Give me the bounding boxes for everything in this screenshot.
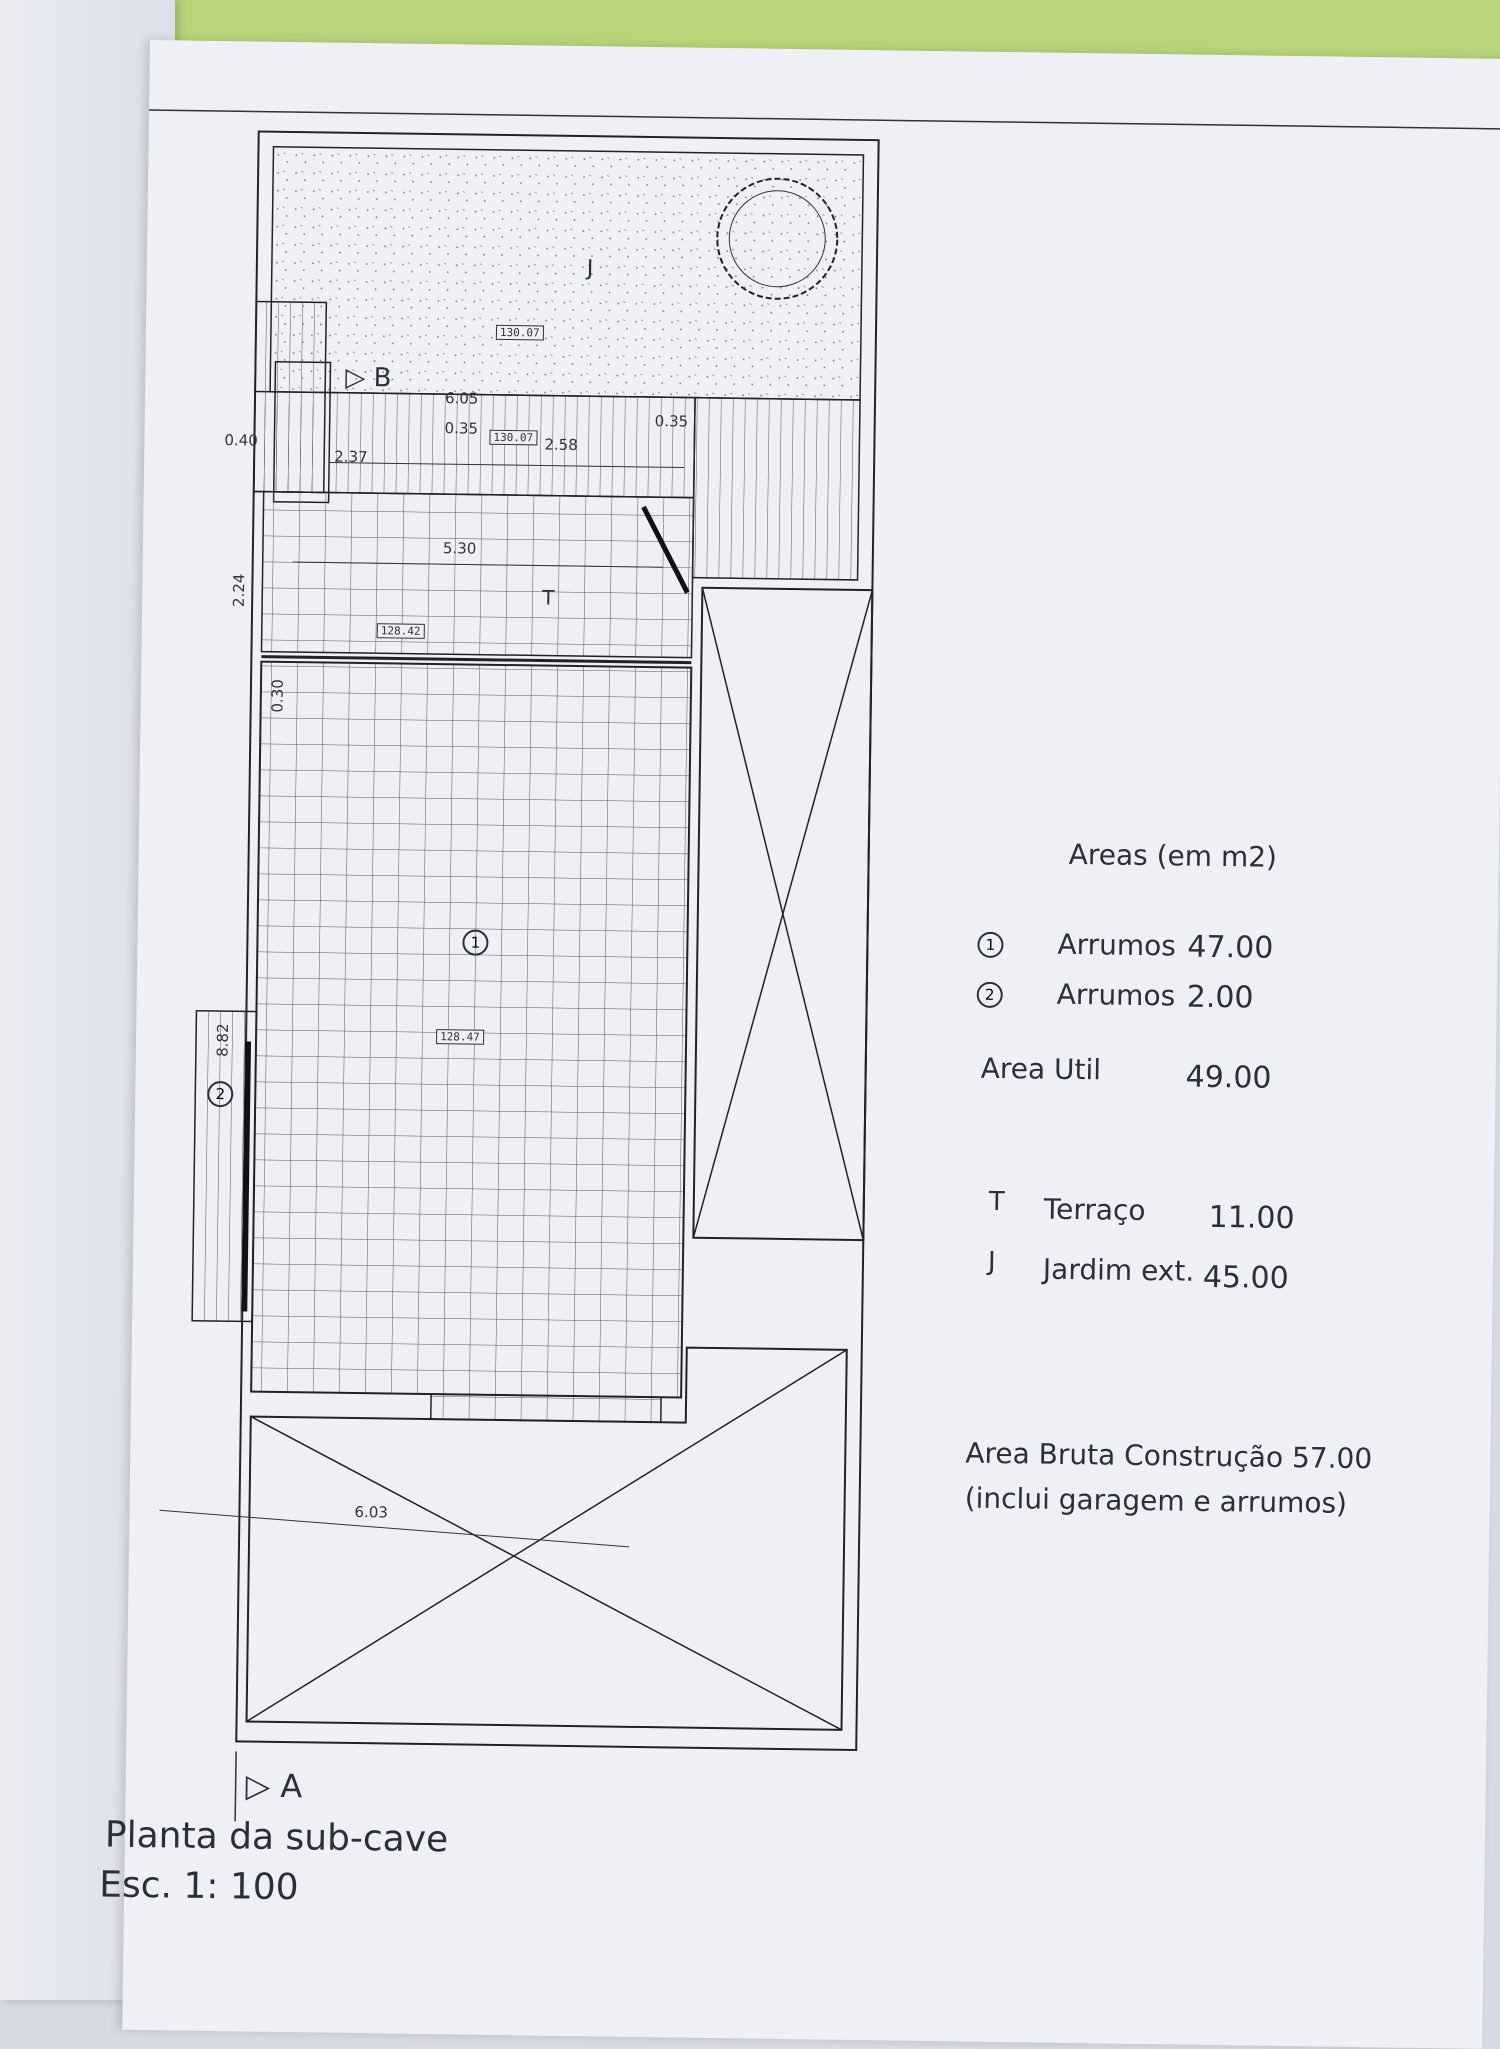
area-util-value: 49.00 (1185, 1059, 1272, 1096)
garden-legend-label: Jardim ext. (1042, 1252, 1195, 1288)
gross-area-line: Area Bruta Construção 57.00 (965, 1436, 1373, 1476)
legend-row-1-label: Arrumos (1057, 927, 1177, 963)
dim-2-37: 2.37 (334, 447, 368, 467)
section-a-marker: ▷ A (245, 1766, 303, 1806)
legend-room-2-icon: 2 (977, 982, 1003, 1008)
level-tag-terrace-strip: 130.07 (489, 430, 537, 446)
section-b-label: B (373, 363, 392, 394)
terrace-legend-label: Terraço (1043, 1192, 1146, 1228)
garden-label: J (586, 256, 594, 282)
room-1-marker: 1 (462, 929, 488, 955)
level-tag-terrace: 128.42 (377, 623, 425, 639)
dim-0-35-left: 0.35 (444, 419, 479, 438)
section-b-marker: ▷ B (345, 362, 392, 394)
legend-row-2-label: Arrumos (1056, 977, 1176, 1013)
dim-0-30: 0.30 (268, 679, 287, 713)
terrace-key: T (988, 1186, 1005, 1218)
garden-legend-value: 45.00 (1202, 1259, 1289, 1297)
plan-title: Planta da sub-cave (104, 1814, 449, 1861)
gross-area-note: (inclui garagem e arrumos) (964, 1481, 1348, 1520)
terrace-label: T (542, 585, 555, 610)
dim-2-24: 2.24 (229, 573, 249, 608)
level-tag-garden: 130.07 (496, 325, 544, 341)
dim-5-30: 5.30 (442, 539, 477, 558)
legend-title: Areas (em m2) (1068, 837, 1278, 874)
dim-6-05: 6.05 (444, 389, 479, 408)
room-2-marker: 2 (207, 1081, 233, 1107)
legend-room-1-icon: 1 (977, 932, 1003, 958)
dim-8-82: 8.82 (213, 1023, 232, 1057)
dim-2-58: 2.58 (544, 435, 578, 455)
section-a-label: A (280, 1766, 303, 1806)
terrace-t (261, 492, 693, 658)
dim-6-03: 6.03 (354, 1502, 388, 1522)
level-tag-storage: 128.47 (436, 1029, 484, 1045)
dim-0-40: 0.40 (224, 431, 258, 450)
drawing-sheet (98, 40, 1500, 2049)
dim-0-35-right: 0.35 (654, 412, 689, 431)
legend-row-1-value: 47.00 (1187, 929, 1274, 966)
terrace-legend-value: 11.00 (1208, 1199, 1295, 1237)
area-util-label: Area Util (980, 1051, 1102, 1087)
plan-scale: Esc. 1: 100 (98, 1864, 299, 1909)
legend-row-2-value: 2.00 (1186, 979, 1254, 1016)
floor-plan-drawing (122, 40, 1500, 2049)
garden-key: J (987, 1246, 996, 1277)
